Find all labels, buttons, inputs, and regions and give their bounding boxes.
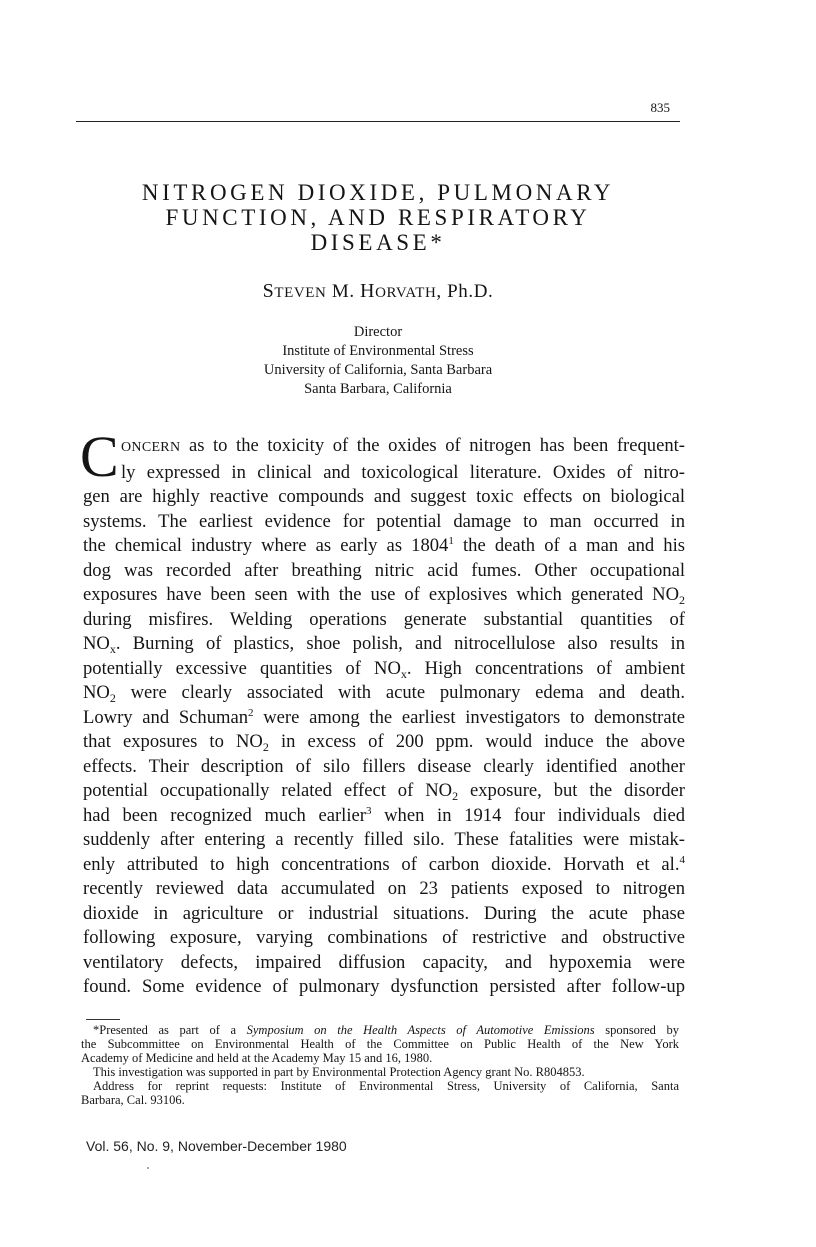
subscript: x [400, 666, 407, 681]
text-segment: *Presented as part of a [93, 1023, 247, 1037]
author-first-rest: TEVEN [274, 285, 327, 301]
subscript: 2 [679, 593, 685, 607]
text-segment: exposure, but the disorder [458, 780, 685, 801]
subscript: 2 [452, 789, 459, 803]
text-line [83, 534, 685, 559]
text-line: recently reviewed data accumulated on 23 patients exposed to nitrogen [83, 878, 685, 899]
text-segment: potentially excessive quantities of NO [83, 657, 401, 679]
title-line: FUNCTION, AND RESPIRATORY [165, 205, 591, 230]
subscript: x [109, 642, 116, 656]
text-line [83, 706, 685, 731]
text-line [83, 434, 685, 461]
footnote-line: Academy of Medicine and held at the Academy May 15 and 16, 1980. [81, 1051, 433, 1065]
text-line [83, 804, 685, 829]
footnote-line: the Subcommittee on Environmental Health of the Committee on Public Health of the New York [81, 1037, 679, 1051]
title-line: NITROGEN DIOXIDE, PULMONARY [141, 180, 615, 205]
citation-ref: 1 [448, 535, 454, 547]
text-segment: that exposures to NO [83, 731, 263, 752]
text-segment: in excess of 200 ppm. would induce the above [268, 731, 685, 752]
text-segment: as to the toxicity of the oxides of nitrogen has been frequent- [188, 435, 685, 456]
drop-cap: C [80, 424, 119, 489]
text-segment: . Burning of plastics, shoe polish, and nitrocellulose also results in [115, 633, 685, 654]
text-segment: potential occupationally related effect of NO [83, 780, 453, 801]
text-line: ventilatory defects, impaired diffusion capacity, and hypoxemia were [83, 951, 685, 973]
text-line: suddenly after entering a recently filled silo. These fatalities were mistak- [83, 829, 685, 850]
affiliation-line: Director [353, 324, 403, 340]
affiliation-line: University of California, Santa Barbara [263, 362, 493, 378]
author-last-rest: ORVATH [375, 285, 437, 301]
text-segment: Lowry and Schuman [83, 706, 249, 728]
author-middle: M. [331, 281, 355, 302]
text-line: dog was recorded after breathing nitric acid fumes. Other occupational [83, 559, 685, 581]
body-paragraph [80, 424, 686, 1000]
affiliation-line: Santa Barbara, California [304, 381, 452, 397]
text-line [83, 632, 685, 657]
citation-ref: 4 [679, 853, 685, 866]
text-line: during misfires. Welding operations generate substantial quantities of [83, 608, 685, 630]
footnote-line [81, 1023, 679, 1037]
citation-ref: 2 [248, 706, 254, 719]
affiliation-line: Institute of Environmental Stress [282, 343, 474, 359]
journal-footer: Vol. 56, No. 9, November-December 1980 [86, 1138, 347, 1154]
citation-ref: 3 [365, 804, 372, 817]
title-line: DISEASE* [310, 230, 446, 255]
footnote-rule [86, 1019, 120, 1020]
text-segment: sponsored by [594, 1023, 679, 1037]
author-degree: , Ph.D. [436, 281, 494, 302]
text-segment: NO [83, 633, 110, 654]
subscript: 2 [109, 691, 116, 705]
text-segment: when in 1914 four individuals died [371, 804, 685, 826]
author-name [76, 280, 680, 303]
text-line: found. Some evidence of pulmonary dysfunction persisted after follow-up [83, 976, 685, 997]
text-segment: enly attributed to high concentrations of carbon dioxide. Horvath et al. [83, 853, 680, 875]
text-segment: exposures have been seen with the use of explosives which generated NO [83, 584, 679, 605]
text-line [83, 583, 685, 608]
author-initial: S [262, 280, 275, 302]
text-segment: . High concentrations of ambient [406, 657, 686, 679]
text-line: ly expressed in clinical and toxicological literature. Oxides of nitro- [121, 461, 685, 483]
text-segment: the chemical industry where as early as 1804 [83, 535, 449, 556]
scan-speck [147, 1167, 149, 1169]
text-segment: NO [83, 682, 110, 703]
text-line [83, 853, 685, 878]
text-line [83, 730, 685, 755]
text-segment: were clearly associated with acute pulmonary edema and death. [115, 682, 685, 703]
text-line: systems. The earliest evidence for potential damage to man occurred in [83, 510, 685, 532]
footnote-line: Address for reprint requests: Institute of Environmental Stress, University of California, Santa [93, 1079, 679, 1093]
footnotes [81, 1023, 679, 1107]
symposium-title: Symposium on the Health Aspects of Automotive Emissions [246, 1023, 595, 1037]
footnote-line: Barbara, Cal. 93106. [81, 1093, 185, 1107]
author-last-initial: H [360, 280, 376, 302]
affiliation [76, 323, 680, 399]
text-line [83, 779, 685, 804]
text-segment: were among the earliest investigators to demonstrate [253, 706, 685, 728]
article-title [76, 180, 680, 255]
header-rule [76, 121, 680, 122]
text-line: effects. Their description of silo fillers disease clearly identified another [83, 755, 685, 777]
text-segment: had been recognized much earlier [83, 804, 366, 826]
text-segment: the death of a man and his [453, 535, 685, 556]
text-line: following exposure, varying combinations of restrictive and obstructive [83, 927, 685, 948]
text-line [83, 657, 685, 682]
page-number: 835 [650, 100, 670, 115]
subscript: 2 [262, 740, 269, 754]
footnote-line: This investigation was supported in part by Environmental Protection Agency grant No. R804853. [93, 1065, 585, 1079]
text-line [83, 681, 685, 706]
text-line: dioxide in agriculture or industrial situations. During the acute phase [83, 902, 685, 924]
text-line: gen are highly reactive compounds and suggest toxic effects on biological [83, 486, 685, 507]
first-word: ONCERN [121, 440, 181, 455]
